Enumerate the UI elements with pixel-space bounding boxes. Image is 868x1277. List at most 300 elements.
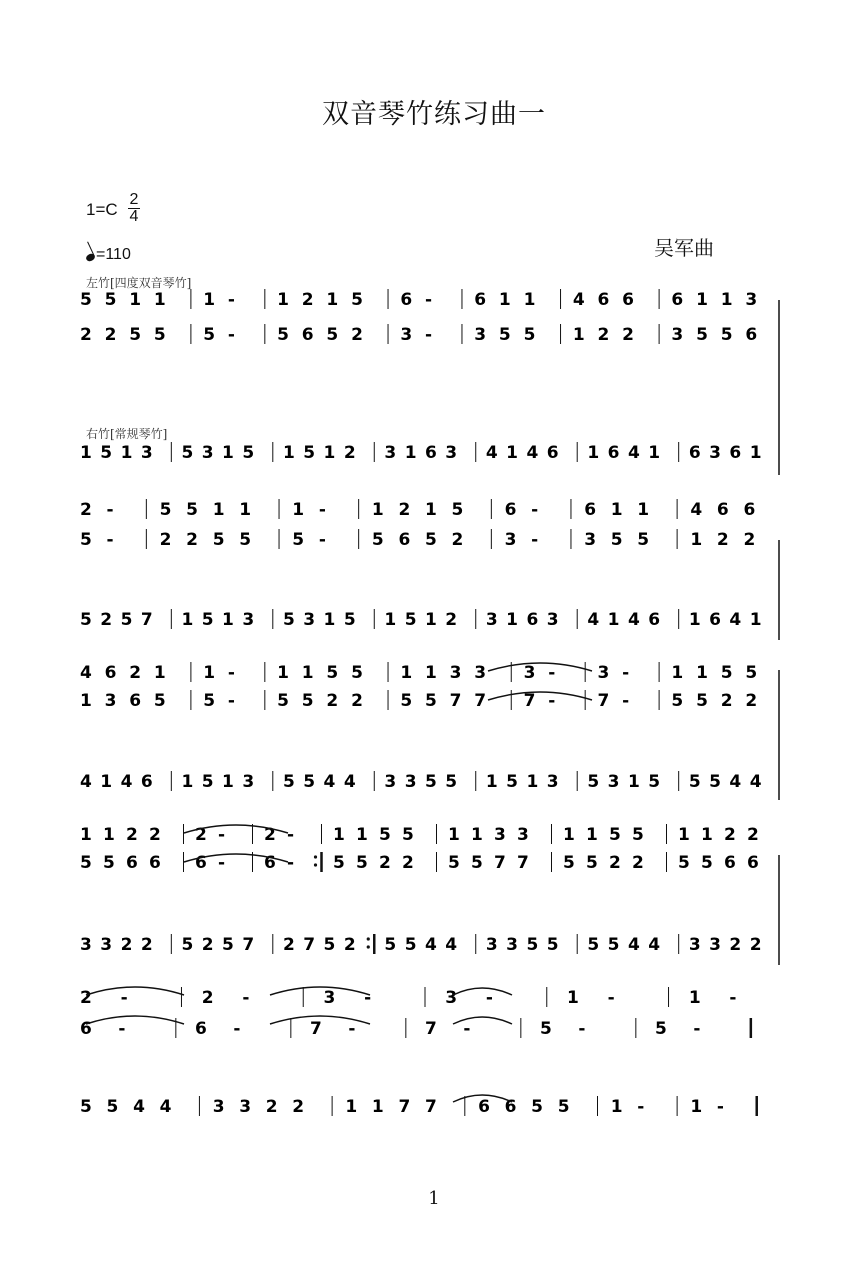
note-token: 5 — [506, 772, 519, 792]
note-token: 5 — [371, 530, 384, 550]
composer: 吴军曲 — [654, 236, 714, 260]
note-token: 5 — [242, 443, 255, 463]
note-token: 2 — [292, 1097, 305, 1117]
note-token: 2 — [326, 691, 339, 711]
note-token: 5 — [425, 772, 437, 792]
note-token: 2 — [201, 988, 214, 1008]
note-token: 5 — [100, 443, 113, 463]
note-token: 5 — [351, 663, 363, 683]
note-token: 5 — [609, 825, 621, 845]
note-token: 4 — [323, 772, 336, 792]
note-token: 5 — [586, 853, 598, 873]
note-token: 1 — [523, 290, 536, 310]
note-token: 5 — [222, 935, 234, 955]
dash-token: - — [637, 1097, 645, 1117]
note-token: 1 — [425, 663, 437, 683]
note-token: 5 — [186, 500, 198, 520]
dash-token: - — [425, 325, 433, 345]
note-token: 3 — [709, 935, 721, 955]
note-token: 1 — [222, 772, 234, 792]
part-label-right: 右竹[常规琴竹] — [86, 427, 168, 441]
note-token: 5 — [277, 325, 289, 345]
note-token: 1 — [587, 443, 600, 463]
note-token: 4 — [627, 935, 640, 955]
note-token: 5 — [523, 325, 536, 345]
note-token: 1 — [103, 825, 115, 845]
note-token: 5 — [648, 772, 661, 792]
note-token: 1 — [80, 443, 92, 463]
note-token: 1 — [610, 500, 623, 520]
note-token: 3 — [445, 443, 458, 463]
note-token: 1 — [333, 825, 345, 845]
note-token: 7 — [303, 935, 316, 955]
note-token: 6 — [398, 530, 411, 550]
note-token: 5 — [425, 530, 437, 550]
note-token: 3 — [400, 325, 413, 345]
dash-token: - — [287, 825, 295, 845]
note-token: 5 — [326, 663, 339, 683]
note-token: 1 — [610, 1097, 623, 1117]
note-token: 1 — [323, 443, 336, 463]
note-token: 3 — [688, 935, 701, 955]
dash-token: - — [118, 1019, 126, 1039]
note-token: 1 — [586, 825, 598, 845]
note-token: 5 — [181, 443, 194, 463]
note-token: 5 — [404, 610, 417, 630]
note-token: 5 — [153, 325, 166, 345]
note-token: 5 — [80, 1097, 92, 1117]
note-token: 2 — [264, 825, 276, 845]
note-token: 5 — [655, 1019, 667, 1039]
note-token: 2 — [265, 1097, 278, 1117]
note-token: 6 — [126, 853, 138, 873]
note-token: 6 — [546, 443, 559, 463]
note-token: 2 — [140, 935, 153, 955]
note-token: 4 — [587, 610, 600, 630]
note-token: 1 — [720, 290, 733, 310]
note-token: 4 — [425, 935, 437, 955]
note-token: 6 — [425, 443, 437, 463]
note-token: 5 — [709, 772, 721, 792]
note-token: 1 — [356, 825, 368, 845]
note-token: 1 — [203, 663, 216, 683]
note-token: 3 — [546, 772, 559, 792]
note-token: 5 — [351, 290, 363, 310]
note-token: 3 — [523, 663, 536, 683]
note-token: 5 — [445, 772, 458, 792]
note-token: 5 — [425, 691, 437, 711]
note-token: 5 — [498, 325, 511, 345]
dash-token: - — [318, 500, 326, 520]
note-token: 3 — [745, 290, 758, 310]
dash-token: - — [106, 500, 114, 520]
dash-token: - — [318, 530, 326, 550]
note-token: 2 — [724, 825, 736, 845]
note-token: 1 — [239, 500, 252, 520]
note-token: 5 — [587, 935, 600, 955]
note-token: 5 — [448, 853, 460, 873]
note-token: 5 — [678, 853, 690, 873]
dash-token: - — [227, 325, 235, 345]
note-token: 4 — [445, 935, 458, 955]
note-token: 6 — [724, 853, 736, 873]
note-token: 1 — [526, 772, 539, 792]
note-token: 1 — [425, 500, 437, 520]
note-token: 5 — [546, 935, 559, 955]
note-token: 4 — [80, 772, 92, 792]
page-title: 双音琴竹练习曲一 — [322, 99, 546, 130]
note-token: 6 — [504, 1097, 517, 1117]
note-token: 3 — [474, 325, 487, 345]
note-token: 7 — [474, 691, 487, 711]
note-token: 7 — [517, 853, 529, 873]
note-token: 1 — [690, 530, 703, 550]
note-token: 6 — [747, 853, 759, 873]
note-token: 6 — [400, 290, 413, 310]
note-token: 2 — [120, 935, 133, 955]
note-token: 6 — [584, 500, 597, 520]
note-token: 5 — [701, 853, 713, 873]
note-token: 1 — [80, 691, 92, 711]
note-token: 5 — [696, 691, 708, 711]
note-token: 6 — [607, 443, 620, 463]
note-token: 2 — [398, 500, 411, 520]
dash-token: - — [233, 1019, 241, 1039]
note-token: 5 — [153, 691, 166, 711]
note-token: 1 — [120, 443, 133, 463]
note-token: 2 — [80, 325, 92, 345]
note-token: 6 — [622, 290, 634, 310]
note-token: 2 — [379, 853, 391, 873]
note-token: 1 — [153, 663, 166, 683]
note-token: 2 — [282, 935, 295, 955]
note-token: 6 — [709, 610, 721, 630]
time-sig-bottom: 4 — [129, 208, 139, 225]
note-token: 5 — [531, 1097, 543, 1117]
note-token: 3 — [323, 988, 336, 1008]
note-token: 5 — [587, 772, 600, 792]
note-token: 5 — [720, 663, 733, 683]
note-token: 5 — [301, 691, 314, 711]
part-label-left: 左竹[四度双音琴竹] — [86, 276, 192, 290]
note-token: 5 — [106, 1097, 119, 1117]
note-token: 6 — [149, 853, 161, 873]
note-token: 5 — [402, 825, 414, 845]
note-token: 5 — [104, 290, 117, 310]
note-token: 6 — [104, 663, 117, 683]
note-token: 2 — [622, 325, 634, 345]
note-token: 2 — [129, 663, 142, 683]
note-token: 1 — [688, 988, 701, 1008]
page-number: 1 — [428, 1188, 440, 1209]
note-token: 4 — [627, 443, 640, 463]
dash-token: - — [364, 988, 372, 1008]
note-token: 6 — [716, 500, 729, 520]
note-token: 4 — [690, 500, 703, 520]
note-token: 3 — [671, 325, 684, 345]
note-token: 7 — [449, 691, 462, 711]
dash-token: - — [242, 988, 250, 1008]
note-token: 5 — [610, 530, 623, 550]
note-token: 4 — [80, 663, 92, 683]
note-token: 5 — [203, 325, 216, 345]
dash-token: - — [622, 691, 630, 711]
note-token: 3 — [485, 610, 498, 630]
note-token: 4 — [159, 1097, 172, 1117]
note-token: 3 — [404, 772, 417, 792]
note-token: 5 — [404, 935, 417, 955]
dash-token: - — [693, 1019, 701, 1039]
note-token: 1 — [471, 825, 483, 845]
dash-token: - — [531, 500, 539, 520]
note-token: 7 — [425, 1019, 437, 1039]
dash-token: - — [227, 663, 235, 683]
note-token: 1 — [485, 772, 498, 792]
note-token: 3 — [485, 935, 498, 955]
note-token: 1 — [384, 610, 397, 630]
note-token: 3 — [201, 443, 214, 463]
note-token: 5 — [80, 530, 92, 550]
note-token: 1 — [222, 610, 234, 630]
note-token: 1 — [404, 443, 417, 463]
dash-token: - — [548, 663, 556, 683]
dash-token: - — [227, 691, 235, 711]
note-token: 2 — [597, 325, 610, 345]
note-token: 5 — [303, 772, 316, 792]
note-token: 5 — [282, 610, 295, 630]
note-token: 4 — [648, 935, 661, 955]
note-token: 5 — [632, 825, 644, 845]
note-token: 1 — [696, 663, 708, 683]
note-token: 3 — [607, 772, 620, 792]
time-sig-top: 2 — [129, 191, 139, 208]
note-token: 4 — [729, 772, 742, 792]
note-token: 1 — [400, 663, 413, 683]
note-token: 1 — [607, 610, 620, 630]
note-token: 5 — [212, 530, 225, 550]
note-token: 5 — [277, 691, 289, 711]
note-token: 6 — [671, 290, 684, 310]
note-token: 1 — [567, 988, 579, 1008]
note-token: 6 — [648, 610, 661, 630]
note-token: 3 — [104, 691, 117, 711]
note-token: 7 — [597, 691, 610, 711]
note-token: 1 — [563, 825, 575, 845]
note-token: 4 — [485, 443, 498, 463]
dash-token: - — [531, 530, 539, 550]
note-token: 7 — [310, 1019, 322, 1039]
note-token: 1 — [326, 290, 339, 310]
note-token: 3 — [584, 530, 597, 550]
note-token: 2 — [729, 935, 742, 955]
note-token: 5 — [563, 853, 575, 873]
note-token: 3 — [506, 935, 519, 955]
note-token: 1 — [749, 610, 762, 630]
tempo-value: =110 — [96, 246, 131, 263]
dash-token: - — [622, 663, 630, 683]
note-token: 5 — [80, 610, 92, 630]
note-token: 3 — [239, 1097, 252, 1117]
note-token: 1 — [688, 610, 701, 630]
note-token: 5 — [120, 610, 133, 630]
note-token: 6 — [301, 325, 314, 345]
note-token: 3 — [504, 530, 517, 550]
dash-token: - — [607, 988, 615, 1008]
note-token: 4 — [133, 1097, 145, 1117]
note-token: 2 — [609, 853, 621, 873]
note-token: 3 — [546, 610, 559, 630]
note-token: 3 — [303, 610, 316, 630]
note-token: 1 — [212, 500, 225, 520]
note-token: 1 — [648, 443, 661, 463]
note-token: 2 — [186, 530, 198, 550]
note-token: 5 — [159, 500, 172, 520]
note-token: 1 — [572, 325, 585, 345]
note-token: 5 — [323, 935, 336, 955]
note-token: 3 — [100, 935, 113, 955]
note-token: 5 — [303, 443, 316, 463]
dash-token: - — [348, 1019, 356, 1039]
note-token: 2 — [104, 325, 117, 345]
note-token: 6 — [195, 1019, 207, 1039]
note-token: 5 — [201, 772, 214, 792]
note-token: 2 — [80, 500, 92, 520]
note-token: 2 — [343, 935, 356, 955]
note-token: 2 — [445, 610, 458, 630]
note-token: 1 — [80, 825, 92, 845]
note-token: 1 — [345, 1097, 358, 1117]
note-token: 4 — [526, 443, 539, 463]
note-token: 2 — [100, 610, 113, 630]
dash-token: - — [218, 853, 226, 873]
dash-token: - — [548, 691, 556, 711]
note-token: 4 — [729, 610, 742, 630]
dash-token: - — [716, 1097, 724, 1117]
note-token: 5 — [80, 853, 92, 873]
note-token: 1 — [506, 610, 519, 630]
dash-token: - — [485, 988, 493, 1008]
note-token: 2 — [451, 530, 464, 550]
note-token: 5 — [326, 325, 339, 345]
note-token: 1 — [671, 663, 684, 683]
note-token: 6 — [504, 500, 517, 520]
note-token: 3 — [80, 935, 92, 955]
note-token: 6 — [688, 443, 701, 463]
note-token: 3 — [384, 443, 397, 463]
note-token: 2 — [351, 325, 363, 345]
dash-token: - — [578, 1019, 586, 1039]
note-token: 6 — [478, 1097, 490, 1117]
note-token: 5 — [451, 500, 464, 520]
note-token: 4 — [572, 290, 585, 310]
note-token: 5 — [103, 853, 115, 873]
dash-token: - — [729, 988, 737, 1008]
note-token: 5 — [540, 1019, 552, 1039]
note-token: 6 — [264, 853, 276, 873]
note-token: 5 — [720, 325, 733, 345]
key-signature: 1=C — [86, 200, 118, 219]
note-token: 5 — [671, 691, 684, 711]
dash-token: - — [287, 853, 295, 873]
note-token: 6 — [526, 610, 539, 630]
note-token: 6 — [474, 290, 487, 310]
note-token: 3 — [242, 772, 255, 792]
note-token: 1 — [277, 663, 289, 683]
note-token: 2 — [126, 825, 138, 845]
note-token: 2 — [402, 853, 414, 873]
note-token: 5 — [282, 772, 295, 792]
note-token: 5 — [201, 610, 214, 630]
note-token: 5 — [356, 853, 368, 873]
note-token: 2 — [201, 935, 214, 955]
dash-token: - — [106, 530, 114, 550]
dash-token: - — [120, 988, 128, 1008]
note-token: 4 — [120, 772, 133, 792]
note-token: 7 — [398, 1097, 411, 1117]
note-token: 1 — [181, 772, 194, 792]
note-token: 1 — [277, 290, 289, 310]
note-token: 1 — [371, 500, 384, 520]
note-token: 3 — [449, 663, 462, 683]
note-token: 6 — [140, 772, 153, 792]
note-token: 1 — [749, 443, 762, 463]
note-token: 2 — [743, 530, 756, 550]
note-token: 1 — [637, 500, 650, 520]
note-token: 1 — [292, 500, 305, 520]
note-token: 1 — [448, 825, 460, 845]
note-token: 7 — [140, 610, 153, 630]
note-token: 3 — [494, 825, 506, 845]
note-token: 3 — [474, 663, 487, 683]
note-token: 6 — [745, 325, 758, 345]
note-token: 2 — [747, 825, 759, 845]
note-token: 3 — [140, 443, 153, 463]
note-token: 2 — [159, 530, 172, 550]
dash-token: - — [218, 825, 226, 845]
note-token: 5 — [343, 610, 356, 630]
note-token: 6 — [743, 500, 756, 520]
note-token: 3 — [445, 988, 458, 1008]
note-token: 5 — [607, 935, 620, 955]
note-token: 7 — [494, 853, 506, 873]
note-token: 1 — [690, 1097, 703, 1117]
note-token: 2 — [149, 825, 161, 845]
note-token: 4 — [749, 772, 762, 792]
note-token: 1 — [696, 290, 708, 310]
note-token: 5 — [688, 772, 701, 792]
note-token: 1 — [701, 825, 713, 845]
note-token: 5 — [181, 935, 194, 955]
note-token: 5 — [471, 853, 483, 873]
note-token: 7 — [242, 935, 255, 955]
note-token: 6 — [129, 691, 142, 711]
note-token: 6 — [80, 1019, 92, 1039]
note-token: 2 — [351, 691, 363, 711]
dash-token: - — [227, 290, 235, 310]
note-token: 4 — [627, 610, 640, 630]
note-token: 3 — [212, 1097, 225, 1117]
note-token: 7 — [425, 1097, 437, 1117]
note-token: 2 — [632, 853, 644, 873]
note-token: 5 — [203, 691, 216, 711]
note-token: 3 — [517, 825, 529, 845]
note-token: 2 — [301, 290, 314, 310]
dash-token: - — [463, 1019, 471, 1039]
note-token: 1 — [627, 772, 640, 792]
note-token: 5 — [333, 853, 345, 873]
note-token: 5 — [80, 290, 92, 310]
note-token: 1 — [222, 443, 234, 463]
